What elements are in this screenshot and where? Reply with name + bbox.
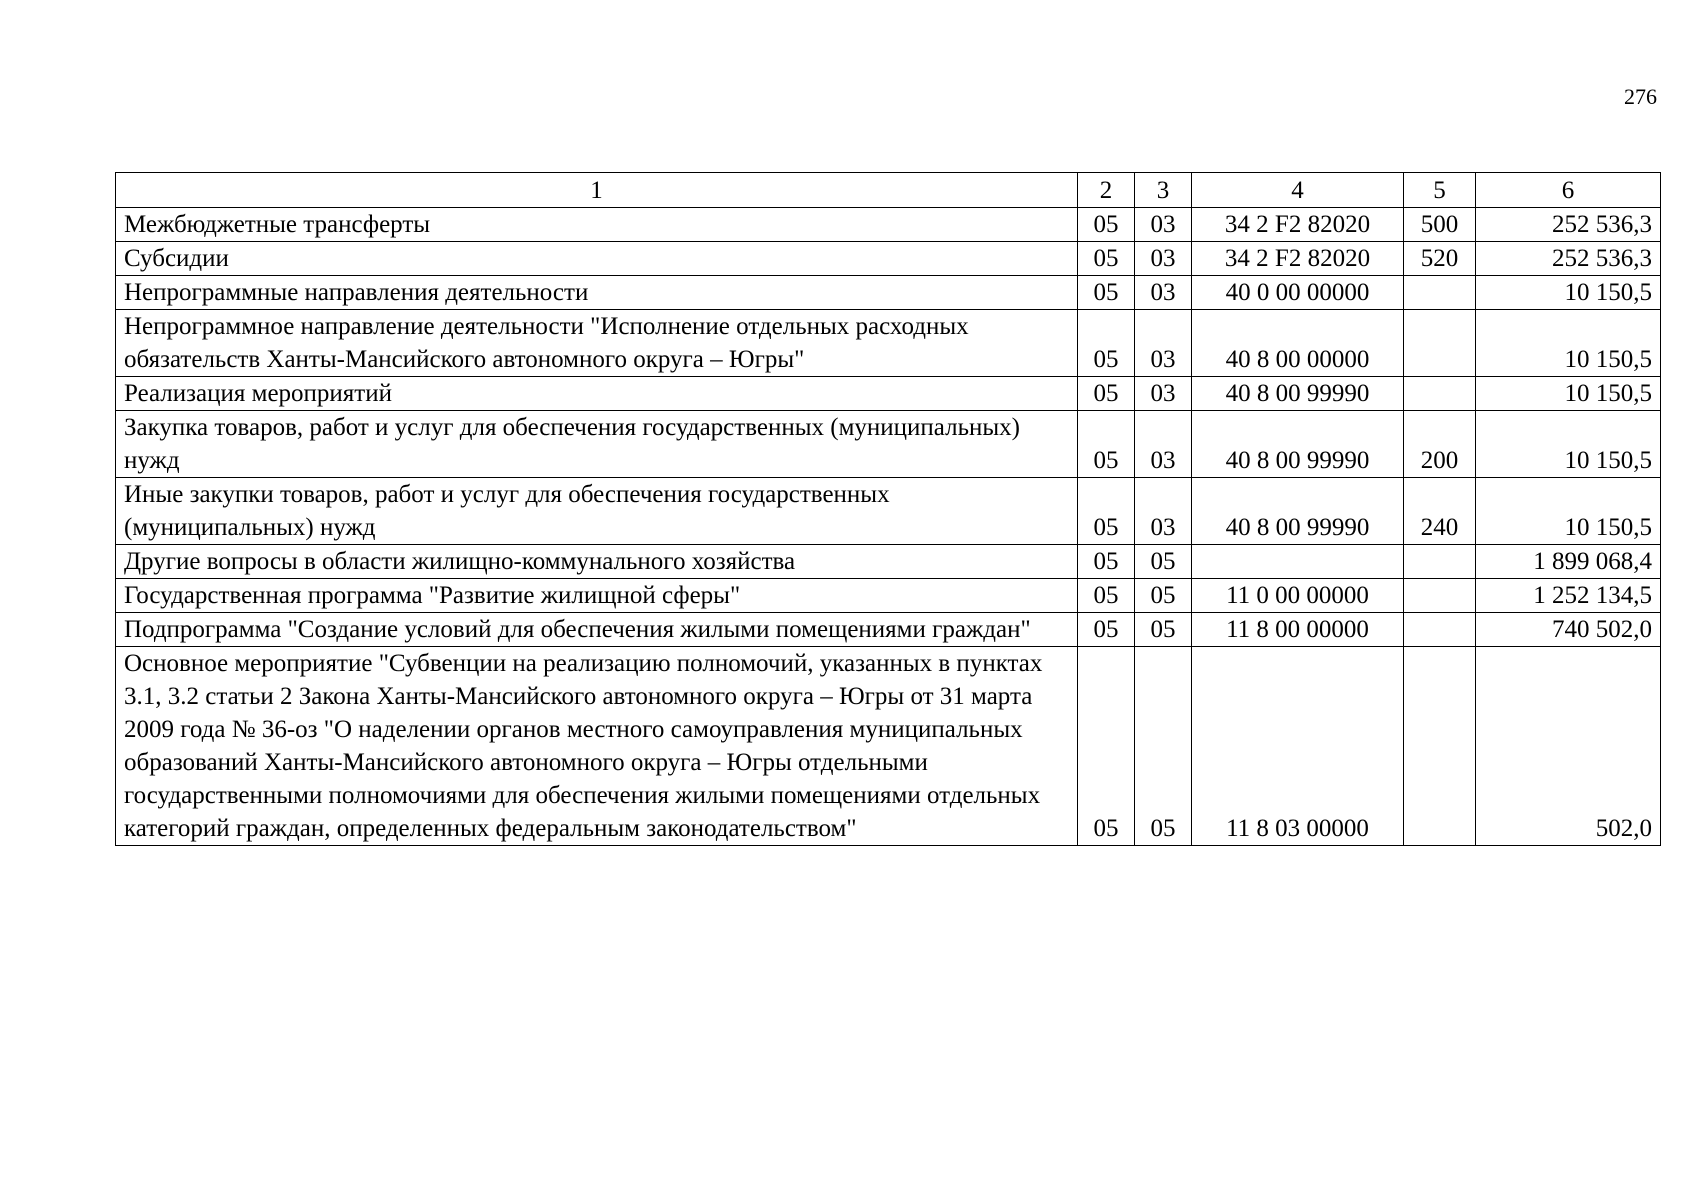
row-expense-type: 500 [1404, 208, 1476, 242]
row-subsection: 03 [1135, 208, 1192, 242]
row-expense-type [1404, 613, 1476, 647]
table-row [116, 579, 1661, 613]
row-expense-type [1404, 377, 1476, 411]
table-row [116, 377, 1661, 411]
row-expense-type: 240 [1404, 478, 1476, 545]
row-target-code: 11 0 00 00000 [1192, 579, 1404, 613]
row-target-code: 40 8 00 99990 [1192, 478, 1404, 545]
row-subsection: 03 [1135, 411, 1192, 478]
row-section: 05 [1078, 310, 1135, 377]
row-expense-type [1404, 579, 1476, 613]
row-expense-type [1404, 545, 1476, 579]
row-section: 05 [1078, 411, 1135, 478]
row-section: 05 [1078, 276, 1135, 310]
column-header-1: 1 [116, 173, 1078, 208]
row-amount: 1 899 068,4 [1476, 545, 1661, 579]
row-name: Другие вопросы в области жилищно-коммунального хозяйства [116, 545, 1078, 579]
row-amount: 740 502,0 [1476, 613, 1661, 647]
row-section: 05 [1078, 478, 1135, 545]
page-number: 276 [1624, 84, 1657, 109]
row-name: Иные закупки товаров, работ и услуг для обеспечения государственных (муниципальных) нужд [116, 478, 1078, 545]
table-row [116, 545, 1661, 579]
row-expense-type: 520 [1404, 242, 1476, 276]
row-expense-type [1404, 310, 1476, 377]
row-target-code [1192, 545, 1404, 579]
table-row [116, 613, 1661, 647]
table-header-row [116, 173, 1661, 208]
row-amount: 10 150,5 [1476, 310, 1661, 377]
row-section: 05 [1078, 647, 1135, 846]
table-row [116, 478, 1661, 545]
row-name: Непрограммные направления деятельности [116, 276, 1078, 310]
row-amount: 252 536,3 [1476, 208, 1661, 242]
row-target-code: 11 8 03 00000 [1192, 647, 1404, 846]
column-header-2: 2 [1078, 173, 1135, 208]
row-expense-type [1404, 647, 1476, 846]
row-subsection: 03 [1135, 377, 1192, 411]
column-header-5: 5 [1404, 173, 1476, 208]
row-subsection: 05 [1135, 545, 1192, 579]
table-row [116, 411, 1661, 478]
row-name: Государственная программа "Развитие жилищной сферы" [116, 579, 1078, 613]
row-subsection: 05 [1135, 579, 1192, 613]
row-name: Закупка товаров, работ и услуг для обеспечения государственных (муниципальных) нужд [116, 411, 1078, 478]
row-name: Межбюджетные трансферты [116, 208, 1078, 242]
row-target-code: 40 8 00 99990 [1192, 411, 1404, 478]
row-amount: 10 150,5 [1476, 478, 1661, 545]
row-section: 05 [1078, 377, 1135, 411]
row-subsection: 05 [1135, 647, 1192, 846]
row-target-code: 34 2 F2 82020 [1192, 208, 1404, 242]
row-target-code: 40 8 00 00000 [1192, 310, 1404, 377]
row-name: Реализация мероприятий [116, 377, 1078, 411]
row-amount: 10 150,5 [1476, 276, 1661, 310]
row-section: 05 [1078, 579, 1135, 613]
row-section: 05 [1078, 208, 1135, 242]
row-section: 05 [1078, 613, 1135, 647]
row-expense-type [1404, 276, 1476, 310]
column-header-4: 4 [1192, 173, 1404, 208]
row-subsection: 03 [1135, 276, 1192, 310]
table-row [116, 310, 1661, 377]
row-amount: 10 150,5 [1476, 377, 1661, 411]
row-amount: 502,0 [1476, 647, 1661, 846]
row-section: 05 [1078, 242, 1135, 276]
row-amount: 252 536,3 [1476, 242, 1661, 276]
row-target-code: 40 8 00 99990 [1192, 377, 1404, 411]
row-target-code: 40 0 00 00000 [1192, 276, 1404, 310]
row-amount: 10 150,5 [1476, 411, 1661, 478]
table-row [116, 208, 1661, 242]
budget-table [115, 172, 1661, 846]
table-row [116, 276, 1661, 310]
table-row [116, 242, 1661, 276]
row-subsection: 03 [1135, 242, 1192, 276]
column-header-6: 6 [1476, 173, 1661, 208]
row-subsection: 05 [1135, 613, 1192, 647]
row-subsection: 03 [1135, 478, 1192, 545]
row-name: Непрограммное направление деятельности "Исполнение отдельных расходных обязательств Ханты-Мансийского автономного округа – Югры" [116, 310, 1078, 377]
table-row [116, 647, 1661, 846]
row-expense-type: 200 [1404, 411, 1476, 478]
row-amount: 1 252 134,5 [1476, 579, 1661, 613]
row-section: 05 [1078, 545, 1135, 579]
row-name: Основное мероприятие "Субвенции на реализацию полномочий, указанных в пунктах 3.1, 3.2 статьи 2 Закона Ханты-Мансийского автономного округа – Югры от 31 марта 2009 года № 36-оз "О наделении органов местного самоуправления муниципальных образований Ханты-Мансийского автономного округа – Югры отдельными государственными полномочиями для обеспечения жилыми помещениями отдельных категорий граждан, определенных федеральным законодательством" [116, 647, 1078, 846]
row-target-code: 34 2 F2 82020 [1192, 242, 1404, 276]
row-name: Субсидии [116, 242, 1078, 276]
column-header-3: 3 [1135, 173, 1192, 208]
row-subsection: 03 [1135, 310, 1192, 377]
row-name: Подпрограмма "Создание условий для обеспечения жилыми помещениями граждан" [116, 613, 1078, 647]
row-target-code: 11 8 00 00000 [1192, 613, 1404, 647]
